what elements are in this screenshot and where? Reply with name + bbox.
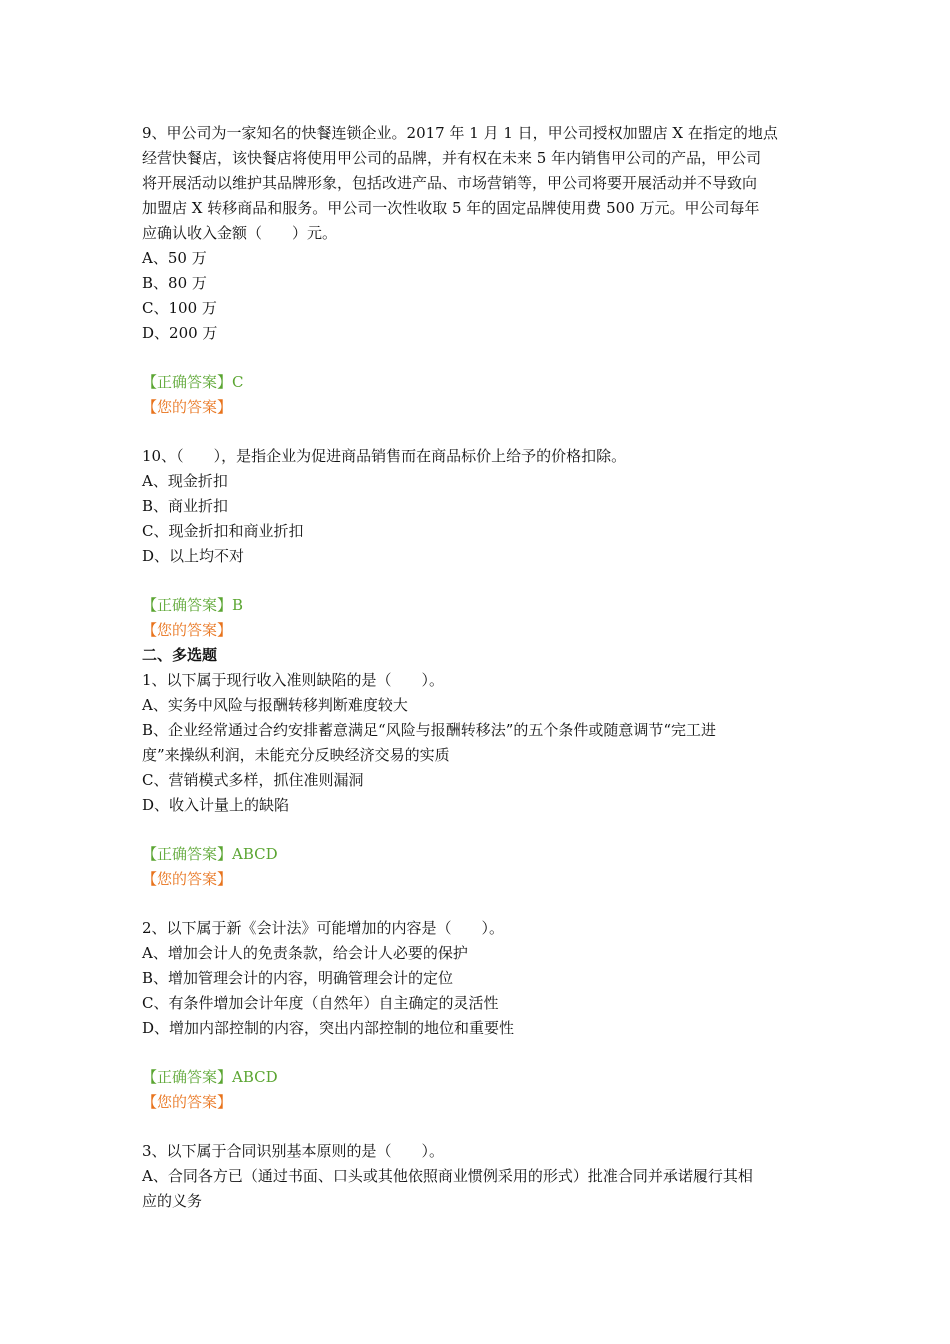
option-a-continued[interactable]: 应的义务 bbox=[142, 1192, 203, 1210]
option-b-continued[interactable]: 度”来操纵利润，未能充分反映经济交易的实质 bbox=[142, 746, 450, 764]
option-b[interactable]: B、商业折扣 bbox=[142, 497, 229, 515]
question-stem-line: 经营快餐店，该快餐店将使用甲公司的品牌，并有权在未来 5 年内销售甲公司的产品，甲公司 bbox=[142, 149, 762, 167]
option-d[interactable]: D、增加内部控制的内容，突出内部控制的地位和重要性 bbox=[142, 1019, 515, 1037]
question-stem-line: 10、（ ），是指企业为促进商品销售而在商品标价上给予的价格扣除。 bbox=[142, 447, 627, 465]
question-stem-line: 将开展活动以维护其品牌形象，包括改进产品、市场营销等，甲公司将要开展活动并不导致向 bbox=[142, 174, 758, 192]
question-9 bbox=[142, 121, 814, 420]
section-title-multiple-choice: 二、多选题 bbox=[142, 646, 218, 664]
correct-answer: 【正确答案】ABCD bbox=[142, 1068, 278, 1086]
multi-question-2 bbox=[142, 916, 814, 1115]
question-list bbox=[142, 121, 814, 1214]
question-stem-line: 加盟店 X 转移商品和服务。甲公司一次性收取 5 年的固定品牌使用费 500 万元。甲公司每年 bbox=[142, 199, 760, 217]
question-stem-line: 1、以下属于现行收入准则缺陷的是（ ）。 bbox=[142, 671, 445, 689]
option-b[interactable]: B、增加管理会计的内容，明确管理会计的定位 bbox=[142, 969, 454, 987]
question-stem-line: 3、以下属于合同识别基本原则的是（ ）。 bbox=[142, 1142, 445, 1160]
multi-question-1 bbox=[142, 668, 814, 892]
question-10 bbox=[142, 444, 814, 643]
option-d[interactable]: D、200 万 bbox=[142, 324, 218, 342]
correct-answer: 【正确答案】ABCD bbox=[142, 845, 278, 863]
question-stem-line: 9、甲公司为一家知名的快餐连锁企业。2017 年 1 月 1 日，甲公司授权加盟店 X 在指定的地点 bbox=[142, 124, 778, 142]
question-stem-line: 应确认收入金额（ ）元。 bbox=[142, 224, 338, 242]
option-a[interactable]: A、增加会计人的免责条款，给会计人必要的保护 bbox=[142, 944, 468, 962]
correct-answer: 【正确答案】B bbox=[142, 596, 244, 614]
option-c[interactable]: C、现金折扣和商业折扣 bbox=[142, 522, 304, 540]
your-answer: 【您的答案】 bbox=[142, 1093, 233, 1111]
your-answer: 【您的答案】 bbox=[142, 870, 233, 888]
option-c[interactable]: C、有条件增加会计年度（自然年）自主确定的灵活性 bbox=[142, 994, 499, 1012]
option-a[interactable]: A、实务中风险与报酬转移判断难度较大 bbox=[142, 696, 408, 714]
option-a[interactable]: A、50 万 bbox=[142, 249, 207, 267]
option-d[interactable]: D、以上均不对 bbox=[142, 547, 245, 565]
your-answer: 【您的答案】 bbox=[142, 398, 233, 416]
option-b[interactable]: B、企业经常通过合约安排蓄意满足“风险与报酬转移法”的五个条件或随意调节“完工进 bbox=[142, 721, 717, 739]
option-c[interactable]: C、100 万 bbox=[142, 299, 217, 317]
question-stem-line: 2、以下属于新《会计法》可能增加的内容是（ ）。 bbox=[142, 919, 505, 937]
option-a[interactable]: A、合同各方已（通过书面、口头或其他依照商业惯例采用的形式）批准合同并承诺履行其相 bbox=[142, 1167, 753, 1185]
option-c[interactable]: C、营销模式多样，抓住准则漏洞 bbox=[142, 771, 364, 789]
option-d[interactable]: D、收入计量上的缺陷 bbox=[142, 796, 290, 814]
your-answer: 【您的答案】 bbox=[142, 621, 233, 639]
multi-question-3 bbox=[142, 1139, 814, 1214]
option-b[interactable]: B、80 万 bbox=[142, 274, 207, 292]
correct-answer: 【正确答案】C bbox=[142, 373, 244, 391]
option-a[interactable]: A、现金折扣 bbox=[142, 472, 228, 490]
